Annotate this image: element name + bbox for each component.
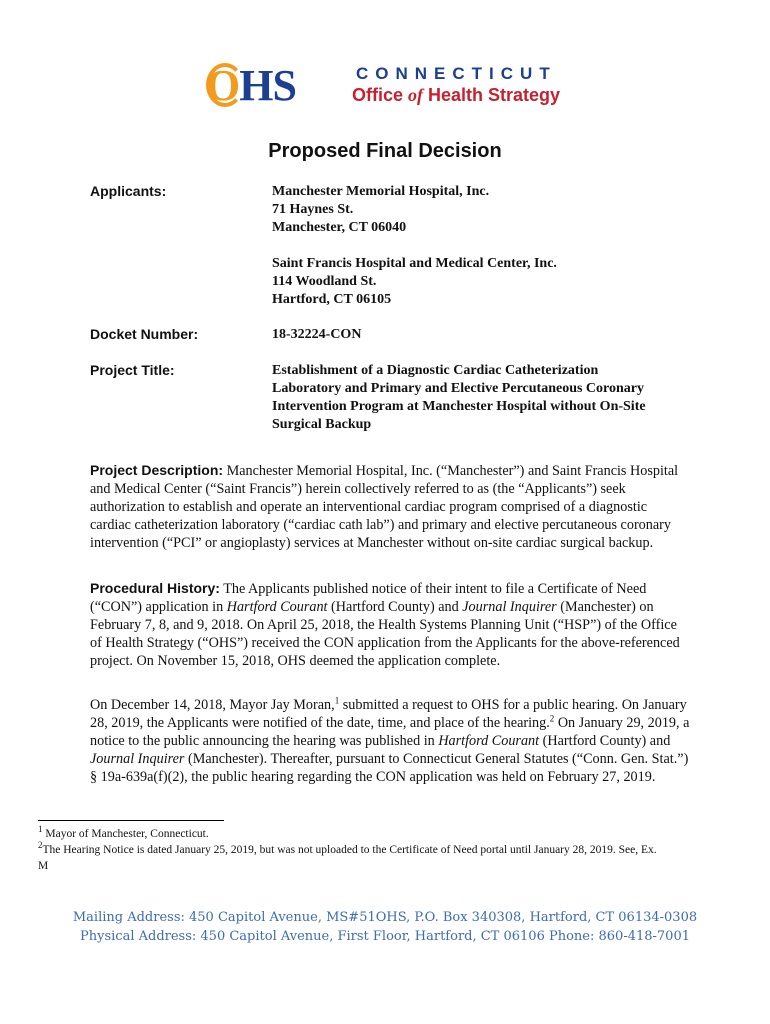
physical-address: Physical Address: 450 Capitol Avenue, First Floor, Hartford, CT 06106 Phone: 860-418-7001 (80, 929, 690, 944)
applicants-label: Applicants: (90, 183, 167, 199)
applicant-2: Saint Francis Hospital and Medical Center, Inc. 114 Woodland St. Hartford, CT 06105 (272, 256, 557, 307)
project-title-value: Establishment of a Diagnostic Cardiac Catheterization Laboratory and Primary and Elective Percutaneous Coronary Intervention Program at Manchester Hospital without On-Site Surgical Backup (272, 363, 646, 432)
applicant-1: Manchester Memorial Hospital, Inc. 71 Haynes St. Manchester, CT 06040 (272, 184, 490, 235)
page-title: Proposed Final Decision (268, 140, 502, 162)
footnote-1: $^1$ Mayor of Manchester, Connecticut. (38, 824, 209, 840)
logo-state: CONNECTICUT (356, 64, 557, 83)
footnote-ref-1: 1 (334, 695, 340, 706)
docket-label: Docket Number: (90, 326, 199, 342)
logo-office: Office of Health Strategy (352, 85, 561, 105)
footnote-ref-2: 2 (549, 713, 555, 724)
procedural-history-p1: Procedural History: The Applicants published notice of their intent to file a Certificate of Need (“CON”) application in Hartford Courant (Hartford County) and Journal Inquirer (Manchester) on February 7, 8, and 9, 2018. On April 25, 2018, the Health Systems Planning Unit (“HSP”) of the Office of Health Strategy (“OHS”) received the CON application from the Applicants for the above-referenced project. On November 15, 2018, OHS deemed the application complete. (90, 580, 680, 669)
procedural-history-heading: Procedural History: (90, 580, 220, 596)
logo-ohs-text: OHS (206, 61, 296, 110)
project-description: Project Description: Manchester Memorial Hospital, Inc. (“Manchester”) and Saint Francis Hospital and Medical Center (“Saint Francis”) herein collectively referred to as (the “Applicants”) seek authorization to establish and operate an interventional cardiac program comprised of a diagnostic cardiac catheterization laboratory (“cardiac cath lab”) and primary and elective percutaneous coronary intervention (“PCI” or angioplasty) services at Manchester without on-site cardiac surgical backup. (90, 462, 679, 551)
project-description-heading: Project Description: (90, 462, 224, 478)
procedural-history-p2: On December 14, 2018, Mayor Jay Moran,$^1$ submitted a request to OHS for a public hearing. On January 28, 2019, the Applicants were notified of the date, time, and place of the hearing.$^2$ On January 29, 2019, a notice to the public announcing the hearing was published in Hartford Courant (Hartford County) and Journal Inquirer (Manchester). Thereafter, pursuant to Connecticut General Statutes (“Conn. Gen. Stat.”) § 19a-639a(f)(2), the public hearing regarding the CON application was held on February 27, 2019. (90, 695, 690, 785)
ohs-logo (206, 60, 566, 112)
footnote-divider (38, 820, 224, 821)
footnote-2: $^2$The Hearing Notice is dated January 25, 2019, but was not uploaded to the Certificate of Need portal until January 28, 2019. See, Ex. M (38, 840, 657, 872)
project-title-label: Project Title: (90, 362, 175, 378)
docket-value: 18-32224-CON (272, 327, 362, 342)
mailing-address: Mailing Address: 450 Capitol Avenue, MS#51OHS, P.O. Box 340308, Hartford, CT 06134-0308 (72, 910, 698, 925)
